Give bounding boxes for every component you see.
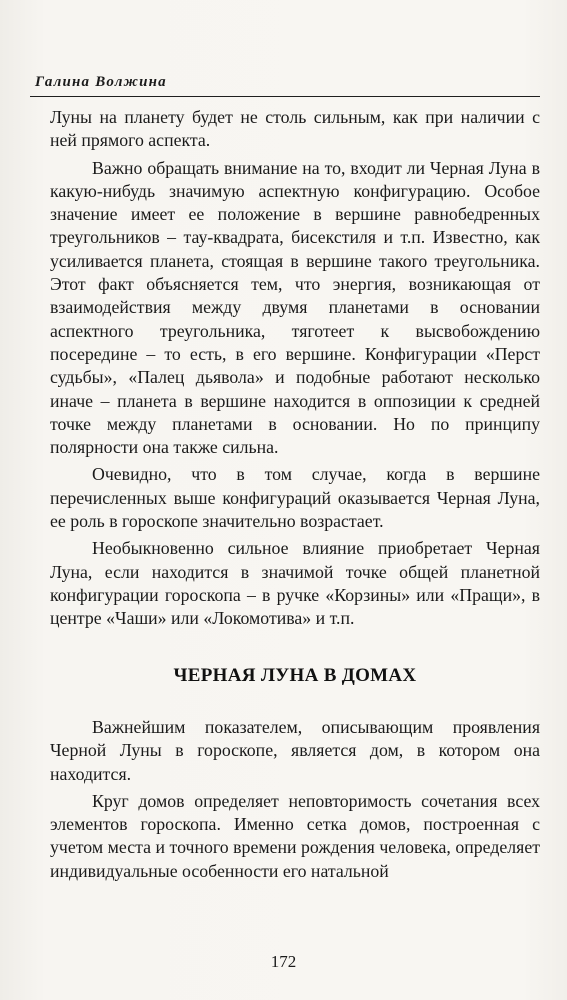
page-number: 172 (270, 952, 297, 971)
running-head-author: Галина Волжина (35, 74, 167, 90)
paragraph-continuation: Луны на планету будет не столь сильным, как при наличии с ней прямого аспекта. (50, 107, 540, 151)
section-heading: ЧЕРНАЯ ЛУНА В ДОМАХ (173, 665, 417, 686)
paragraph: Очевидно, что в том случае, когда в вершине перечисленных выше конфигураций оказывается Черная Луна, ее роль в гороскопе значительно возрастает. (50, 464, 540, 532)
paragraph: Необыкновенно сильное влияние приобретает Черная Луна, если находится в значимой точке общей планетной конфигурации гороскопа – в ручке «Корзины» или «Пращи», в центре «Чаши» или «Локомотива» и т.п. (50, 538, 540, 629)
paragraph: Важнейшим показателем, описывающим проявления Черной Луны в гороскопе, является дом, в котором она находится. (50, 717, 540, 784)
header-rule (30, 96, 540, 97)
section-body-text (50, 716, 540, 883)
body-text (50, 106, 540, 631)
paragraph: Важно обращать внимание на то, входит ли Черная Луна в какую-нибудь значимую аспектную конфигурацию. Особое значение имеет ее положение в вершине равнобедренных треугольников – тау-квадрата, бисекстиля и т.п. Известно, как усиливается планета, стоящая в вершине такого треугольника. Этот факт объясняется тем, что энергия, возникающая от взаимодействия между двумя планетами в основании аспектного треугольника, тяготеет к высвобождению посередине – то есть, в его вершине. Конфигурации «Перст судьбы», «Палец дьявола» и подобные работают несколько иначе – планета в вершине находится в оппозиции к средней точке между планетами в основании. Но по принципу полярности она также сильна. (50, 157, 540, 458)
paragraph: Круг домов определяет неповторимость сочетания всех элементов гороскопа. Именно сетка домов, построенная с учетом места и точного времени рождения человека, определяет индивидуальные особенности его натальной (50, 790, 540, 881)
